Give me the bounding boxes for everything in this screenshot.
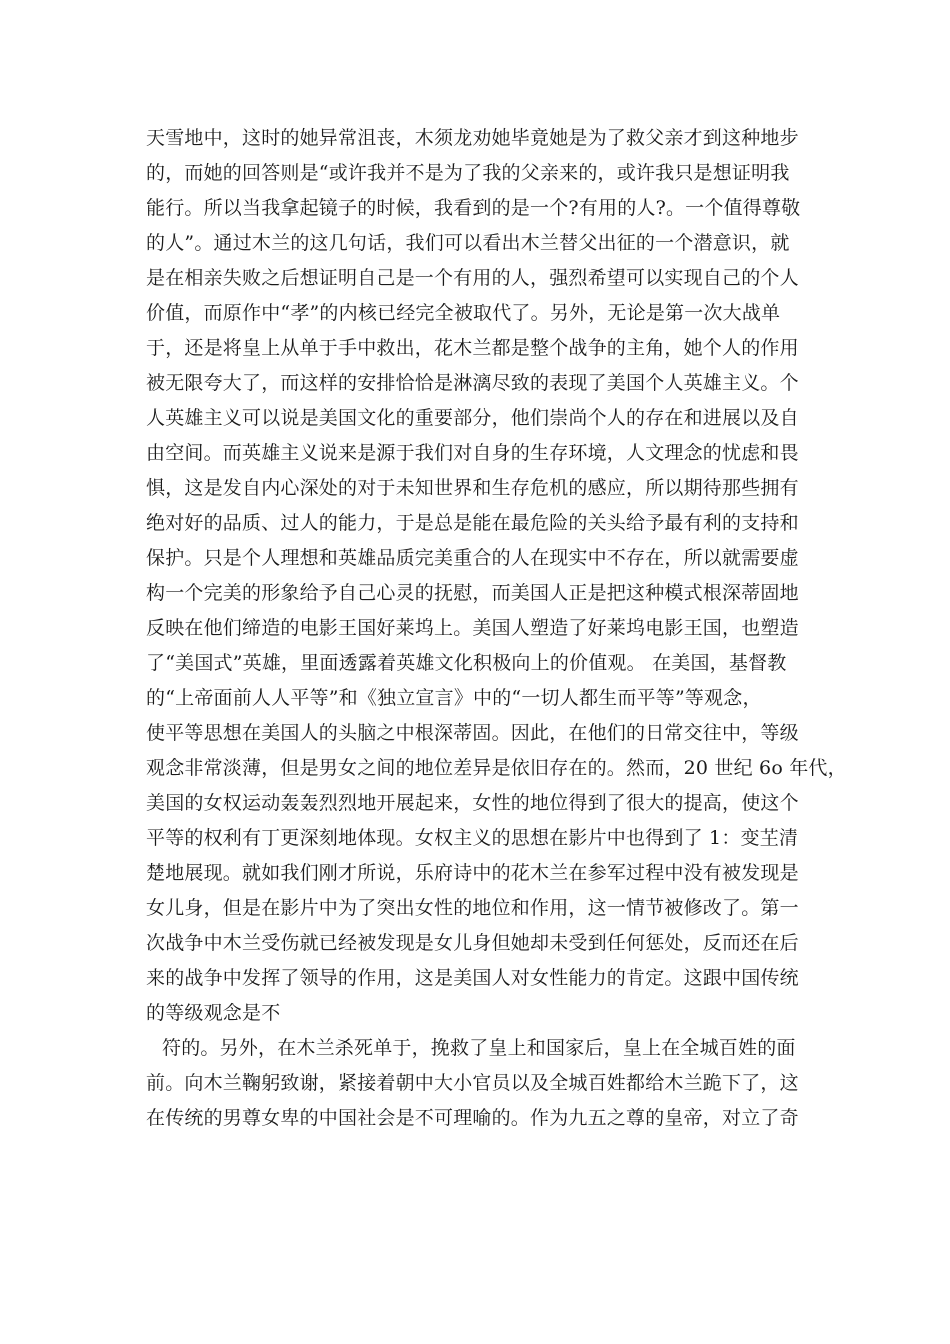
text-line: 女儿身，但是在影片中为了突出女性的地位和作用，这一情节被修改了。第一 [146, 897, 799, 919]
text-line: 能行。所以当我拿起镜子的时候，我看到的是一个?有用的人?。一个值得尊敬 [146, 197, 801, 219]
text-line: 的人”。通过木兰的这几句话，我们可以看出木兰替父出征的一个潜意识，就 [146, 232, 790, 254]
text-line: 在传统的男尊女卑的中国社会是不可理喻的。作为九五之尊的皇帝，对立了奇 [146, 1107, 799, 1129]
text-line: 了“美国式”英雄，里面透露着英雄文化积极向上的价值观。 在美国，基督教 [146, 652, 787, 674]
text-line: 绝对好的品质、过人的能力，于是总是能在最危险的关头给予最有利的支持和 [146, 512, 799, 534]
text-line: 价值，而原作中“孝”的内核已经完全被取代了。另外，无论是第一次大战单 [146, 302, 781, 324]
text-line: 惧，这是发自内心深处的对于未知世界和生存危机的感应，所以期待那些拥有 [146, 477, 799, 499]
text-line: 是在相亲失败之后想证明自己是一个有用的人，强烈希望可以实现自己的个人 [146, 267, 799, 289]
text-line: 于，还是将皇上从单于手中救出，花木兰都是整个战争的主角，她个人的作用 [146, 337, 799, 359]
text-line: 天雪地中，这时的她异常沮丧，木须龙劝她毕竟她是为了救父亲才到这种地步 [146, 127, 799, 149]
text-line: 次战争中木兰受伤就已经被发现是女儿身但她却未受到任何惩处，反而还在后 [146, 932, 799, 954]
text-line: 符的。另外，在木兰杀死单于，挽救了皇上和国家后，皇上在全城百姓的面 [162, 1037, 796, 1059]
text-line: 构一个完美的形象给予自己心灵的抚慰，而美国人正是把这种模式根深蒂固地 [146, 582, 799, 604]
text-line: 楚地展现。就如我们刚才所说，乐府诗中的花木兰在参军过程中没有被发现是 [146, 862, 799, 884]
text-line: 被无限夸大了，而这样的安排恰恰是淋漓尽致的表现了美国个人英雄主义。个 [146, 372, 799, 394]
text-line: 来的战争中发挥了领导的作用，这是美国人对女性能力的肯定。这跟中国传统 [146, 967, 799, 989]
text-line: 前。向木兰鞠躬致谢，紧接着朝中大小官员以及全城百姓都给木兰跪下了，这 [146, 1072, 799, 1094]
text-line: 反映在他们缔造的电影王国好莱坞上。美国人塑造了好莱坞电影王国，也塑造 [146, 617, 799, 639]
text-line: 保护。只是个人理想和英雄品质完美重合的人在现实中不存在，所以就需要虚 [146, 547, 799, 569]
text-line: 的“上帝面前人人平等”和《独立宣言》中的“一切人都生而平等”等观念， [146, 687, 762, 709]
text-line: 由空间。而英雄主义说来是源于我们对自身的生存环境，人文理念的忧虑和畏 [146, 442, 799, 464]
text-line: 平等的权利有丁更深刻地体现。女权主义的思想在影片中也得到了 1：变芏清 [146, 827, 799, 849]
text-line: 人英雄主义可以说是美国文化的重要部分，他们崇尚个人的存在和进展以及自 [146, 407, 799, 429]
text-line: 使平等思想在美国人的头脑之中根深蒂固。因此，在他们的日常交往中，等级 [146, 722, 799, 744]
text-line: 美国的女权运动轰轰烈烈地开展起来，女性的地位得到了很大的提高，使这个 [146, 792, 799, 814]
body-text [146, 121, 847, 1136]
text-line: 的等级观念是不 [146, 1002, 281, 1024]
text-line: 观念非常淡薄，但是男女之间的地位差异是依旧存在的。然而，20 世纪 6o 年代， [146, 757, 847, 779]
text-line: 的，而她的回答则是“或许我并不是为了我的父亲来的，或许我只是想证明我 [146, 162, 790, 184]
